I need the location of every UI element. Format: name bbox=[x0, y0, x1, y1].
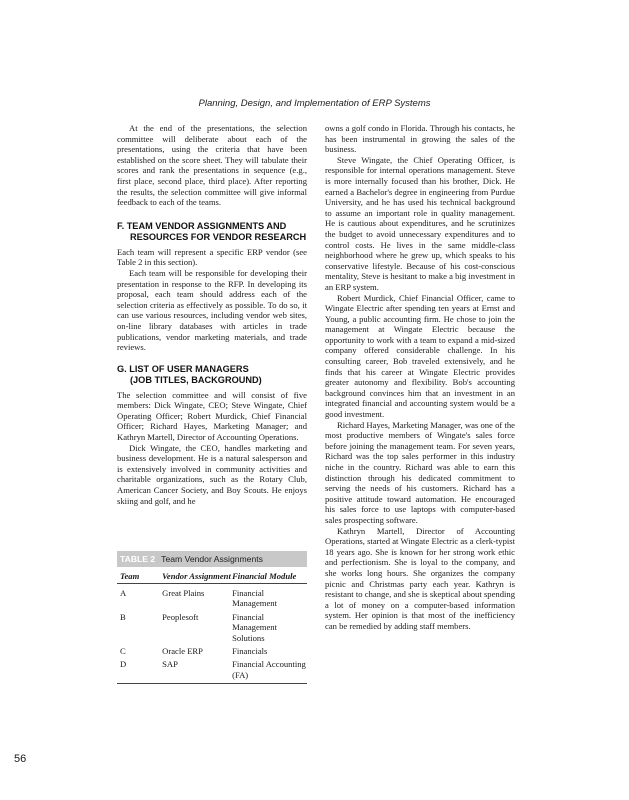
cell-module: Financials bbox=[232, 646, 268, 657]
section-heading-line2: RESOURCES FOR VENDOR RESEARCH bbox=[130, 231, 307, 242]
paragraph: At the end of the presentations, the selection committee will deliberate about each of the presentations, using the criteria that have been established on the score sheet. They will tabulate their scores and rank the presentations in sequence (e.g., first place, second place, third place). After reporting the results, the selection committee will give informal feedback to each of the teams. bbox=[117, 123, 307, 208]
table-row bbox=[117, 584, 307, 612]
cell-vendor: SAP bbox=[162, 659, 178, 670]
table-caption bbox=[117, 551, 307, 567]
table-label: TABLE 2 bbox=[120, 554, 156, 564]
cell-vendor: Oracle ERP bbox=[162, 646, 203, 657]
paragraph: Robert Murdick, Chief Financial Officer, came to Wingate Electric after spending ten years at Ernst and Young, a public accounting firm. He chose to join the management at Wingate Electric because the opportunity to work with a team to expand a mid-sized company offered considerable challenge. In his consulting career, Bob traveled extensively, and he finds that his career at Wingate Electric provides greater autonomy and flexibility. Bob's accounting background convinces him that an investment in an integrated financial and accounting system would be a good investment. bbox=[325, 292, 515, 420]
paragraph: Kathryn Martell, Director of Accounting Operations, started at Wingate Electric as a clerk-typist 18 years ago. She is known for her strong work ethic and perfectionism. She is loyal to the company, and she works long hours. She organizes the company picnic and Christmas party each year. Kathryn is resistant to change, and she is skeptical about spending a lot of money on a computer-based information system. Her opinion is that most of the inefficiency can be remedied by adding staff members. bbox=[325, 525, 515, 631]
column-header-module: Financial Module bbox=[232, 571, 307, 584]
cell-team: D bbox=[120, 659, 127, 670]
table-body bbox=[117, 571, 307, 684]
vendor-assignment-table bbox=[117, 551, 307, 684]
paragraph: Each team will be responsible for developing their presentation in response to the RFP. In developing its proposal, each team should address each of the selection criteria as effectively as possible. To do so, it can use various resources, including vendor web sites, on-line library databases with articles in trade publications, vendor marketing materials, and trade reviews. bbox=[117, 267, 307, 353]
paragraph: Each team will represent a specific ERP vendor (see Table 2 in this section). bbox=[117, 246, 307, 268]
paragraph: Richard Hayes, Marketing Manager, was one of the most productive members of Wingate's sales force before joining the management team. For seven years, Richard was the top sales performer in this industry niche in the country. Richard was able to earn this distinction through his dedicated commitment to serving the needs of his customers. Richard has a positive attitude toward automation. He encouraged his sales force to use laptops with computer-based sales prospecting software. bbox=[325, 419, 515, 525]
table-row bbox=[117, 612, 307, 646]
column-header-vendor: Vendor Assignment bbox=[162, 571, 232, 584]
cell-module: Financial Management bbox=[232, 588, 277, 609]
cell-team: B bbox=[120, 611, 126, 622]
cell-vendor: Great Plains bbox=[162, 588, 205, 598]
cell-module: Financial Management Solutions bbox=[232, 611, 277, 643]
right-column bbox=[325, 123, 515, 632]
running-header: Planning, Design, and Implementation of ERP Systems bbox=[198, 98, 431, 109]
section-heading-line2: (JOB TITLES, BACKGROUND) bbox=[130, 374, 262, 385]
section-heading-line1: G. LIST OF USER MANAGERS bbox=[117, 363, 249, 374]
left-column bbox=[117, 123, 307, 506]
section-heading-line1: F. TEAM VENDOR ASSIGNMENTS AND bbox=[117, 220, 287, 231]
paragraph: Dick Wingate, the CEO, handles marketing and business development. He is a natural salesperson and is extensively involved in community activities and charitable organizations, such as the Rotary Club, American Cancer Society, and Boy Scouts. He enjoys skiing and golf, and he bbox=[117, 442, 307, 506]
section-heading-g bbox=[117, 364, 307, 386]
cell-module: Financial Accounting (FA) bbox=[232, 659, 306, 680]
section-heading-f bbox=[117, 221, 307, 243]
paragraph: owns a golf condo in Florida. Through his contacts, he has been instrumental in growing the sales of the business. bbox=[325, 123, 515, 155]
cell-team: C bbox=[120, 646, 126, 657]
paragraph: The selection committee and will consist of five members: Dick Wingate, CEO; Steve Wingate, Chief Operating Officer; Robert Murdick, Chief Financial Officer; Richard Hayes, Marketing Manager; and Kathryn Martell, Director of Accounting Operations. bbox=[117, 389, 307, 443]
table-title: Team Vendor Assignments bbox=[161, 554, 263, 564]
page-number: 56 bbox=[14, 753, 27, 765]
table-row bbox=[117, 659, 307, 683]
cell-vendor: Peoplesoft bbox=[162, 611, 199, 622]
table-row bbox=[117, 646, 307, 659]
cell-team: A bbox=[120, 588, 127, 598]
column-header-team: Team bbox=[117, 571, 162, 584]
paragraph: Steve Wingate, the Chief Operating Officer, is responsible for internal operations management. Steve is more internally focused than his brother, Dick. He earned a Bachelor's degree in engineering from Purdue University, and he has used his technical background to assume an important role in quality management. He is cautious about expenditures, and he scrutinizes the budget to avoid unnecessary expenditures and to control costs. He lives in the same middle-class neighborhood where he grew up, which speaks to his conservative lifestyle. Because of his cost-conscious mentality, Steve is hesitant to make a big investment in an ERP system. bbox=[325, 154, 515, 292]
